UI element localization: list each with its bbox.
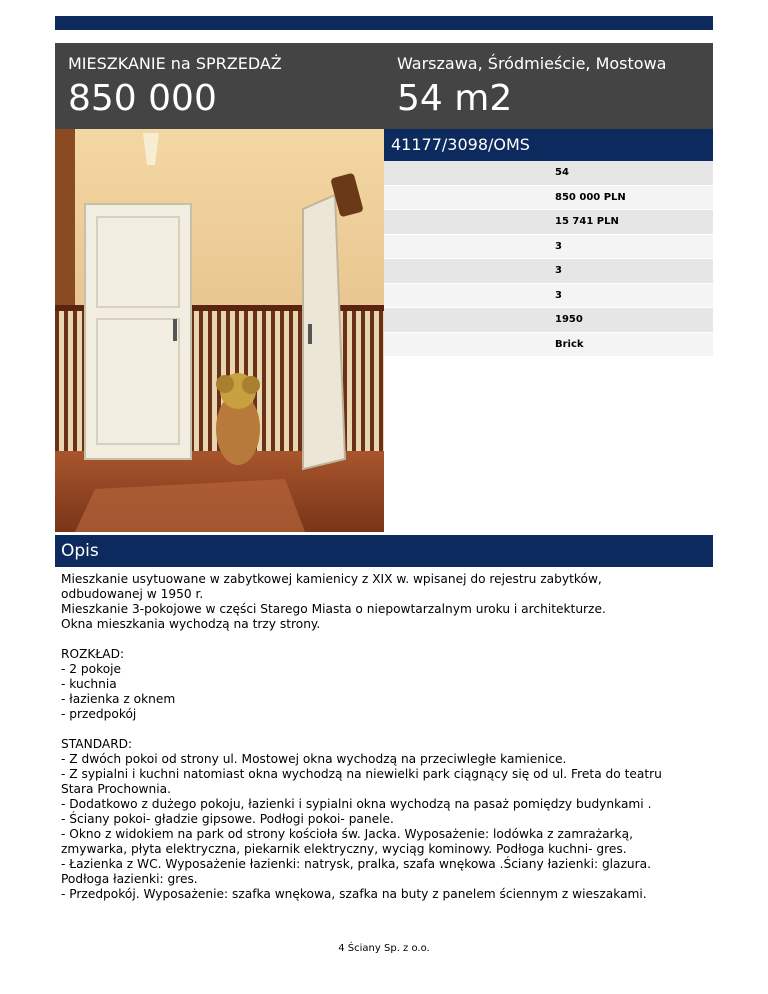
details-row	[384, 186, 713, 211]
details-row	[384, 308, 713, 333]
details-row	[384, 284, 713, 309]
details-table	[384, 161, 713, 357]
desc-line: odbudowanej w 1950 r.	[61, 587, 204, 601]
desc-line: - Okno z widokiem na park od strony kościoła św. Jacka. Wyposażenie: lodówka z zamrażarką,	[61, 827, 633, 841]
desc-line: Mieszkanie 3-pokojowe w części Starego Miasta o niepowtarzalnym uroku i architekturze.	[61, 602, 606, 616]
description-text	[61, 572, 711, 902]
details-value: Brick	[555, 338, 584, 350]
desc-line: Okna mieszkania wychodzą na trzy strony.	[61, 617, 321, 631]
top-accent-bar	[55, 16, 713, 30]
section-title: Opis	[61, 541, 99, 561]
desc-line: Podłoga łazienki: gres.	[61, 872, 198, 886]
desc-line: Mieszkanie usytuowane w zabytkowej kamienicy z XIX w. wpisanej do rejestru zabytków,	[61, 572, 602, 586]
desc-line: - Z sypialni i kuchni natomiast okna wychodzą na niewielki park ciągnący się od ul. Freta do teatru	[61, 767, 662, 781]
details-row	[384, 161, 713, 186]
header-left	[68, 53, 282, 121]
listing-location: Warszawa, Śródmieście, Mostowa	[397, 54, 667, 73]
details-value: 3	[555, 240, 562, 252]
details-value: 850 000 PLN	[555, 191, 626, 203]
details-value: 54	[555, 167, 569, 178]
details-value: 1950	[555, 314, 583, 325]
desc-line: ROZKŁAD:	[61, 647, 125, 661]
details-value: 15 741 PLN	[555, 216, 619, 227]
details-value: 3	[555, 289, 562, 301]
property-photo	[55, 129, 384, 532]
details-row	[384, 210, 713, 235]
listing-price: 850 000	[68, 78, 217, 119]
details-value: 3	[555, 265, 562, 276]
description-section-bar	[55, 535, 713, 567]
desc-line: Stara Prochownia.	[61, 782, 171, 796]
desc-line: - łazienka z oknem	[61, 692, 176, 706]
desc-line: - Ściany pokoi- gładzie gipsowe. Podłogi pokoi- panele.	[61, 812, 394, 826]
desc-line: - Przedpokój. Wyposażenie: szafka wnękowa, szafka na buty z panelem ściennym z wieszakami.	[61, 887, 647, 901]
desc-line: - przedpokój	[61, 707, 137, 721]
footer-company: 4 Ściany Sp. z o.o.	[338, 943, 430, 954]
desc-line: - 2 pokoje	[61, 662, 122, 676]
desc-line: zmywarka, płyta elektryczna, piekarnik elektryczny, wyciąg kominowy. Podłoga kuchni- gres.	[61, 842, 627, 856]
reference-bar	[384, 129, 713, 161]
desc-line: - Dodatkowo z dużego pokoju, łazienki i sypialni okna wychodzą na pasaż pomiędzy budynkami .	[61, 797, 652, 811]
desc-line: - Łazienka z WC. Wyposażenie łazienki: natrysk, pralka, szafa wnękowa .Ściany łazienki: glazura.	[61, 857, 652, 871]
details-row	[384, 333, 713, 358]
desc-line: STANDARD:	[61, 737, 133, 751]
listing-header	[55, 43, 713, 129]
details-row	[384, 235, 713, 260]
header-right	[397, 53, 666, 121]
details-row	[384, 259, 713, 284]
listing-area: 54 m2	[397, 78, 513, 119]
listing-type: MIESZKANIE na SPRZEDAŻ	[68, 54, 282, 73]
reference-number: 41177/3098/OMS	[391, 135, 530, 154]
desc-line: - Z dwóch pokoi od strony ul. Mostowej okna wychodzą na przeciwległe kamienice.	[61, 752, 567, 766]
desc-line: - kuchnia	[61, 677, 117, 691]
